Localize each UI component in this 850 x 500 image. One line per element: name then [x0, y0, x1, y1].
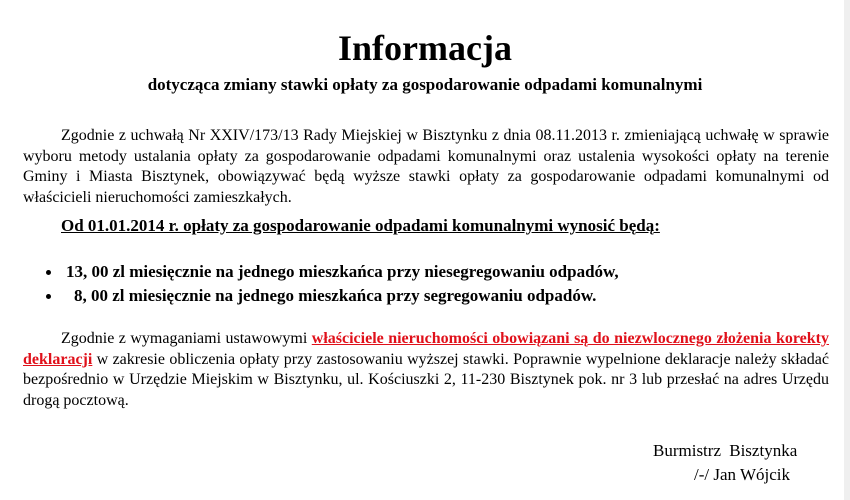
declaration-text-before: Zgodnie z wymaganiami ustawowymi: [61, 330, 312, 347]
intro-paragraph: Zgodnie z uchwałą Nr XXIV/173/13 Rady Miejskiej w Bisztynku z dnia 08.11.2013 r. zmieniającą uchwałę w sprawie wyboru metody ustalania opłaty za gospodarowanie odpadami komunalnymi oraz ustalenia wysokości opłaty na terenie Gminy i Miasta Bisztynek, obowiązywać będą wyższe stawki opłaty za gospodarowanie odpadami komunalnymi od właścicieli nieruchomości zamieszkałych.: [23, 127, 829, 206]
signature-name: /-/ Jan Wójcik: [694, 465, 790, 484]
rate-item-unsegregated: [46, 260, 619, 284]
bullet-icon: [46, 294, 51, 299]
rate-item-segregated: [46, 284, 619, 308]
rates-list: [46, 260, 619, 308]
document-title: Informacja: [338, 28, 512, 68]
bullet-icon: [46, 270, 51, 275]
declaration-text-after: w zakresie obliczenia opłaty przy zastosowaniu wyższej stawki. Poprawnie wypelnione deklaracje należy składać bezpośrednio w Urzędzie Miejskim w Bisztynku, ul. Kościuszki 2, 11-230 Bisztynek pok. nr 3 lub przesłać na adres Urzędu drogą pocztową.: [23, 350, 829, 409]
rate-text: 8, 00 zl miesięcznie na jednego mieszkańca przy segregowaniu odpadów.: [74, 286, 597, 305]
document-subtitle: dotycząca zmiany stawki opłaty za gospodarowanie odpadami komunalnymi: [147, 75, 703, 94]
declaration-paragraph: [23, 329, 829, 411]
rate-text: 13, 00 zl miesięcznie na jednego mieszkańca przy niesegregowaniu odpadów,: [66, 262, 619, 281]
signature-title: Burmistrz Bisztynka: [653, 441, 798, 460]
page-edge-shadow: [844, 0, 850, 500]
rates-heading: Od 01.01.2014 r. opłaty za gospodarowanie odpadami komunalnymi wynosić będą:: [61, 216, 660, 235]
declaration-highlight: właściciele nieruchomości obowiązani są do niezwlocznego złożenia korekty deklaracji: [23, 330, 829, 368]
